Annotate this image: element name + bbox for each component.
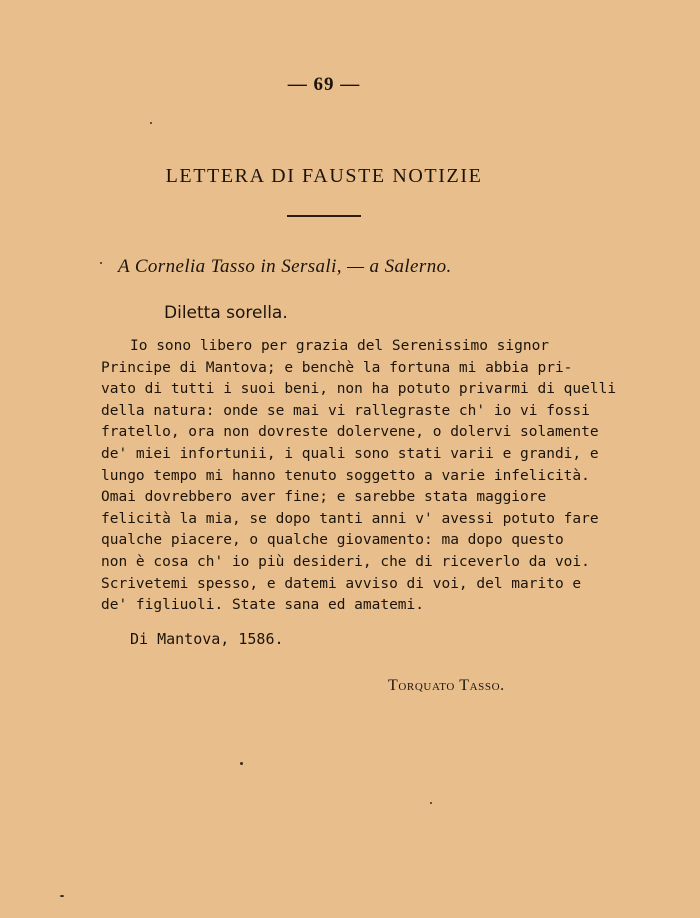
paper-speck bbox=[60, 895, 64, 897]
dateline: Di Mantova, 1586. bbox=[130, 630, 284, 648]
body-line: non è cosa ch' io più desideri, che di riceverlo da voi. bbox=[101, 553, 590, 570]
body-line: vato di tutti i suoi beni, non ha potuto privarmi di quelli bbox=[101, 381, 617, 398]
title-rule bbox=[287, 215, 361, 217]
salutation: Diletta sorella. bbox=[164, 303, 288, 323]
letter-title: LETTERA DI FAUSTE NOTIZIE bbox=[165, 165, 483, 187]
body-line: Io sono libero per grazia del Serenissimo signor bbox=[130, 338, 550, 354]
body-line: Scrivetemi spesso, e datemi avviso di voi, del marito e bbox=[101, 575, 582, 592]
body-line: felicità la mia, se dopo tanti anni v' avessi potuto fare bbox=[101, 510, 599, 527]
body-line: qualche piacere, o qualche giovamento: ma dopo questo bbox=[101, 532, 564, 549]
paper-speck bbox=[240, 762, 243, 765]
body-line: de' miei infortunii, i quali sono stati varii e grandi, e bbox=[101, 445, 599, 462]
signature: Torquato Tasso. bbox=[388, 677, 505, 694]
body-line: Omai dovrebbero aver fine; e sarebbe stata maggiore bbox=[101, 489, 547, 506]
body-line: Principe di Mantova; e benchè la fortuna mi abbia pri- bbox=[101, 359, 573, 376]
body-line: lungo tempo mi hanno tenuto soggetto a varie infelicità. bbox=[101, 467, 590, 484]
body-line: de' figliuoli. State sana ed amatemi. bbox=[101, 597, 425, 614]
body-line: della natura: onde se mai vi rallegraste ch' io vi fossi bbox=[101, 402, 590, 419]
letter-address: A Cornelia Tasso in Sersali, — a Salerno. bbox=[118, 256, 452, 277]
paper-speck bbox=[430, 802, 432, 804]
page-number: — 69 — bbox=[287, 74, 361, 95]
letter-body bbox=[101, 336, 617, 617]
paper-speck bbox=[100, 262, 102, 264]
body-line: fratello, ora non dovreste dolervene, o dolervi solamente bbox=[101, 424, 599, 441]
paper-speck bbox=[150, 122, 152, 124]
